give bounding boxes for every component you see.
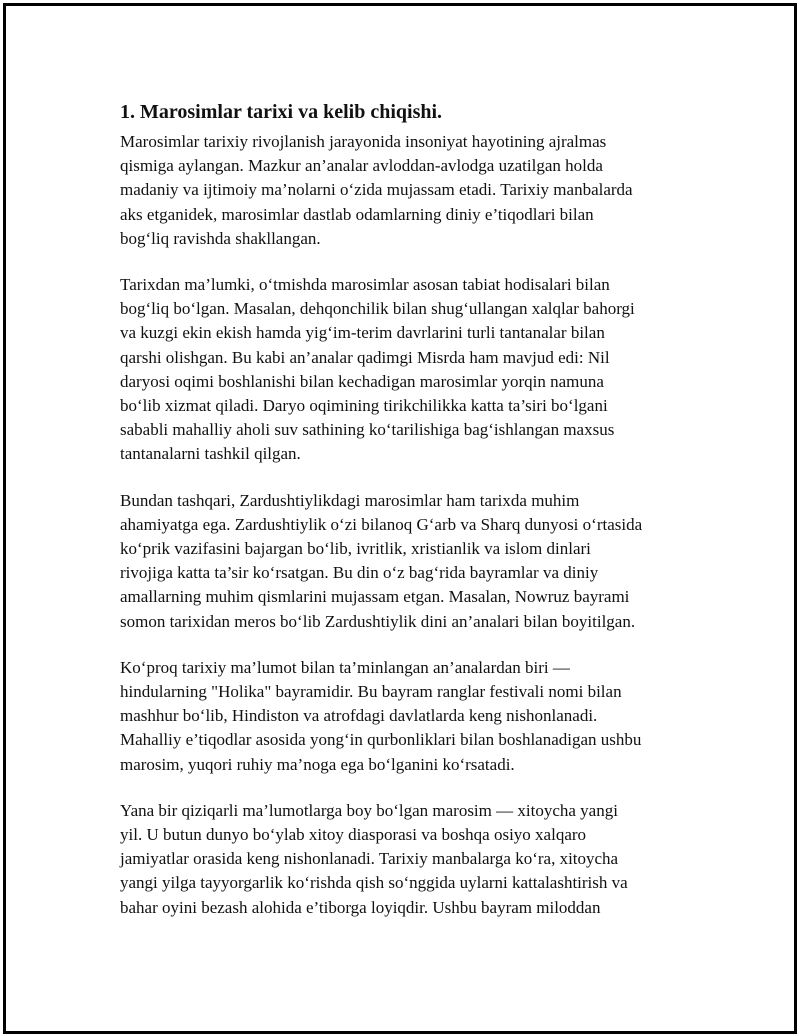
paragraph — [120, 799, 720, 920]
text-line: yil. U butun dunyo bo‘ylab xitoy diasporasi va boshqa osiyo xalqaro — [120, 825, 587, 845]
text-line: bog‘liq bo‘lgan. Masalan, dehqonchilik bilan shug‘ullangan xalqlar bahorgi — [120, 299, 635, 319]
text-line: sababli mahalliy aholi suv sathining ko‘tarilishiga bag‘ishlangan maxsus — [120, 420, 615, 440]
text-line: somon tarixidan meros bo‘lib Zardushtiylik dini an’analari bilan boyitilgan. — [120, 611, 636, 631]
text-line: Yana bir qiziqarli ma’lumotlarga boy bo‘lgan marosim — xitoycha yangi — [120, 800, 618, 820]
paragraph — [120, 489, 720, 634]
text-line: rivojiga katta ta’sir ko‘rsatgan. Bu din o‘z bag‘rida bayramlar va diniy — [120, 563, 599, 583]
text-line: Mahalliy e’tiqodlar asosida yong‘in qurbonliklari bilan boshlanadigan ushbu — [120, 730, 642, 750]
text-line: marosim, yuqori ruhiy ma’noga ega bo‘lganini ko‘rsatadi. — [120, 754, 515, 774]
text-line: qarshi olishgan. Bu kabi an’analar qadimgi Misrda ham mavjud edi: Nil — [120, 347, 610, 367]
text-line: ahamiyatga ega. Zardushtiylik o‘zi bilanoq G‘arb va Sharq dunyosi o‘rtasida — [120, 514, 643, 534]
text-line: ko‘prik vazifasini bajargan bo‘lib, ivritlik, xristianlik va islom dinlari — [120, 539, 591, 559]
paragraph — [120, 656, 720, 777]
text-line: bo‘lib xizmat qiladi. Daryo oqimining tirikchilikka katta ta’siri bo‘lgani — [120, 396, 608, 416]
page-frame — [3, 3, 797, 1034]
text-line: bahar oyini bezash alohida e’tiborga loyiqdir. Ushbu bayram miloddan — [120, 897, 601, 917]
document-body — [120, 98, 720, 942]
text-line: yangi yilga tayyorgarlik ko‘rishda qish so‘nggida uylarni kattalashtirish va — [120, 873, 628, 893]
text-line: qismiga aylangan. Mazkur an’analar avloddan-avlodga uzatilgan holda — [120, 156, 603, 176]
text-line: Marosimlar tarixiy rivojlanish jarayonida insoniyat hayotining ajralmas — [120, 132, 607, 151]
paragraph — [120, 130, 720, 251]
text-line: Tarixdan ma’lumki, o‘tmishda marosimlar asosan tabiat hodisalari bilan — [120, 275, 610, 295]
text-line: mashhur bo‘lib, Hindiston va atrofdagi davlatlarda keng nishonlanadi. — [120, 706, 598, 726]
text-line: Bundan tashqari, Zardushtiylikdagi marosimlar ham tarixda muhim — [120, 490, 580, 510]
text-line: daryosi oqimi boshlanishi bilan kechadigan marosimlar yorqin namuna — [120, 371, 604, 391]
text-line: hindularning "Holika" bayramidir. Bu bayram ranglar festivali nomi bilan — [120, 682, 622, 702]
paragraph-list — [120, 130, 720, 920]
text-line: bog‘liq ravishda shakllangan. — [120, 228, 321, 248]
text-line: Ko‘proq tarixiy ma’lumot bilan ta’minlangan an’analardan biri — — [120, 657, 570, 677]
text-line: jamiyatlar orasida keng nishonlanadi. Tarixiy manbalarga ko‘ra, xitoycha — [120, 849, 619, 869]
text-line: madaniy va ijtimoiy ma’nolarni o‘zida mujassam etadi. Tarixiy manbalarda — [120, 180, 633, 200]
section-heading: 1. Marosimlar tarixi va kelib chiqishi. — [120, 101, 443, 123]
text-line: tantanalarni tashkil qilgan. — [120, 444, 301, 464]
text-line: amallarning muhim qismlarini mujassam etgan. Masalan, Nowruz bayrami — [120, 587, 630, 607]
paragraph — [120, 273, 720, 467]
text-line: aks etganidek, marosimlar dastlab odamlarning diniy e’tiqodlari bilan — [120, 204, 594, 224]
text-line: va kuzgi ekin ekish hamda yig‘im-terim davrlarini turli tantanalar bilan — [120, 323, 605, 343]
